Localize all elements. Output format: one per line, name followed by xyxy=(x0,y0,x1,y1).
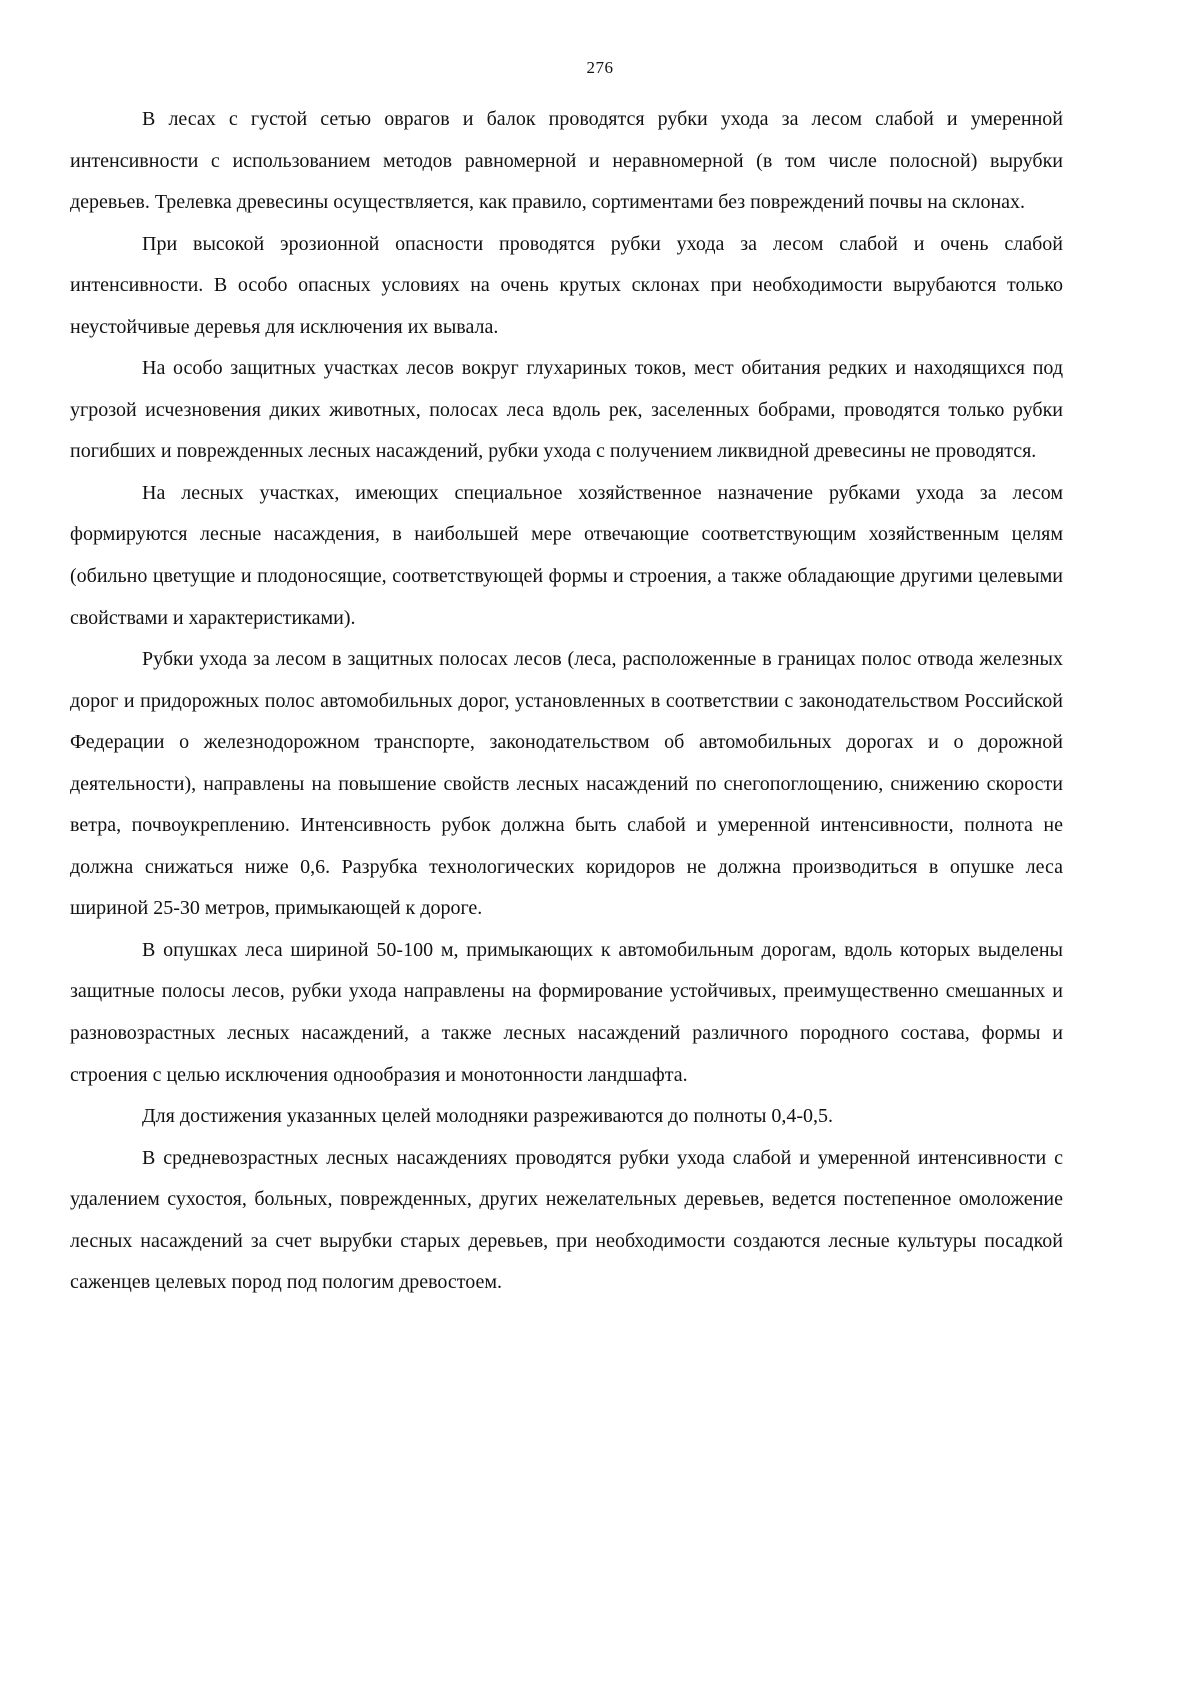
page-number: 276 xyxy=(586,58,614,77)
paragraph-ravines: В лесах с густой сетью оврагов и балок проводятся рубки ухода за лесом слабой и умеренной интенсивности с использованием методов равномерной и неравномерной (в том числе полосной) вырубки деревьев. Трелевка древесины осуществляется, как правило, сортиментами без повреждений почвы на склонах. xyxy=(70,108,1063,214)
document-body xyxy=(70,99,1063,1304)
paragraph-protective-strips: Рубки ухода за лесом в защитных полосах лесов (леса, расположенные в границах полос отвода железных дорог и придорожных полос автомобильных дорог, установленных в соответствии с законодательством Российской Федерации о железнодорожном транспорте, законодательством об автомобильных дорогах и о дорожной деятельности), направлены на повышение свойств лесных насаждений по снегопоглощению, снижению скорости ветра, почвоукреплению. Интенсивность рубок должна быть слабой и умеренной интенсивности, полнота не должна снижаться ниже 0,6. Разрубка технологических коридоров не должна производиться в опушке леса шириной 25-30 метров, примыкающей к дороге. xyxy=(70,648,1063,920)
paragraph-forest-edges: В опушках леса шириной 50-100 м, примыкающих к автомобильным дорогам, вдоль которых выделены защитные полосы лесов, рубки ухода направлены на формирование устойчивых, преимущественно смешанных и разновозрастных лесных насаждений, а также лесных насаждений различного породного состава, формы и строения с целью исключения однообразия и монотонности ландшафта. xyxy=(70,938,1063,1086)
paragraph-erosion-danger: При высокой эрозионной опасности проводятся рубки ухода за лесом слабой и очень слабой интенсивности. В особо опасных условиях на очень крутых склонах при необходимости вырубаются только неустойчивые деревья для исключения их вывала. xyxy=(70,232,1063,338)
paragraph-young-stands: Для достижения указанных целей молодняки разреживаются до полноты 0,4-0,5. xyxy=(142,1105,834,1128)
paragraph-protective-areas: На особо защитных участках лесов вокруг глухариных токов, мест обитания редких и находящихся под угрозой исчезновения диких животных, полосах леса вдоль рек, заселенных бобрами, проводятся только рубки погибших и поврежденных лесных насаждений, рубки ухода с получением ликвидной древесины не проводятся. xyxy=(70,357,1063,463)
paragraph-special-purpose: На лесных участках, имеющих специальное хозяйственное назначение рубками ухода за лесом формируются лесные насаждения, в наибольшей мере отвечающие соответствующим хозяйственным целям (обильно цветущие и плодоносящие, соответствующей формы и строения, а также обладающие другими целевыми свойствами и характеристиками). xyxy=(70,481,1063,629)
paragraph-middle-aged-stands: В средневозрастных лесных насаждениях проводятся рубки ухода слабой и умеренной интенсивности с удалением сухостоя, больных, поврежденных, других нежелательных деревьев, ведется постепенное омоложение лесных насаждений за счет вырубки старых деревьев, при необходимости создаются лесные культуры посадкой саженцев целевых пород под пологим древостоем. xyxy=(70,1146,1063,1294)
